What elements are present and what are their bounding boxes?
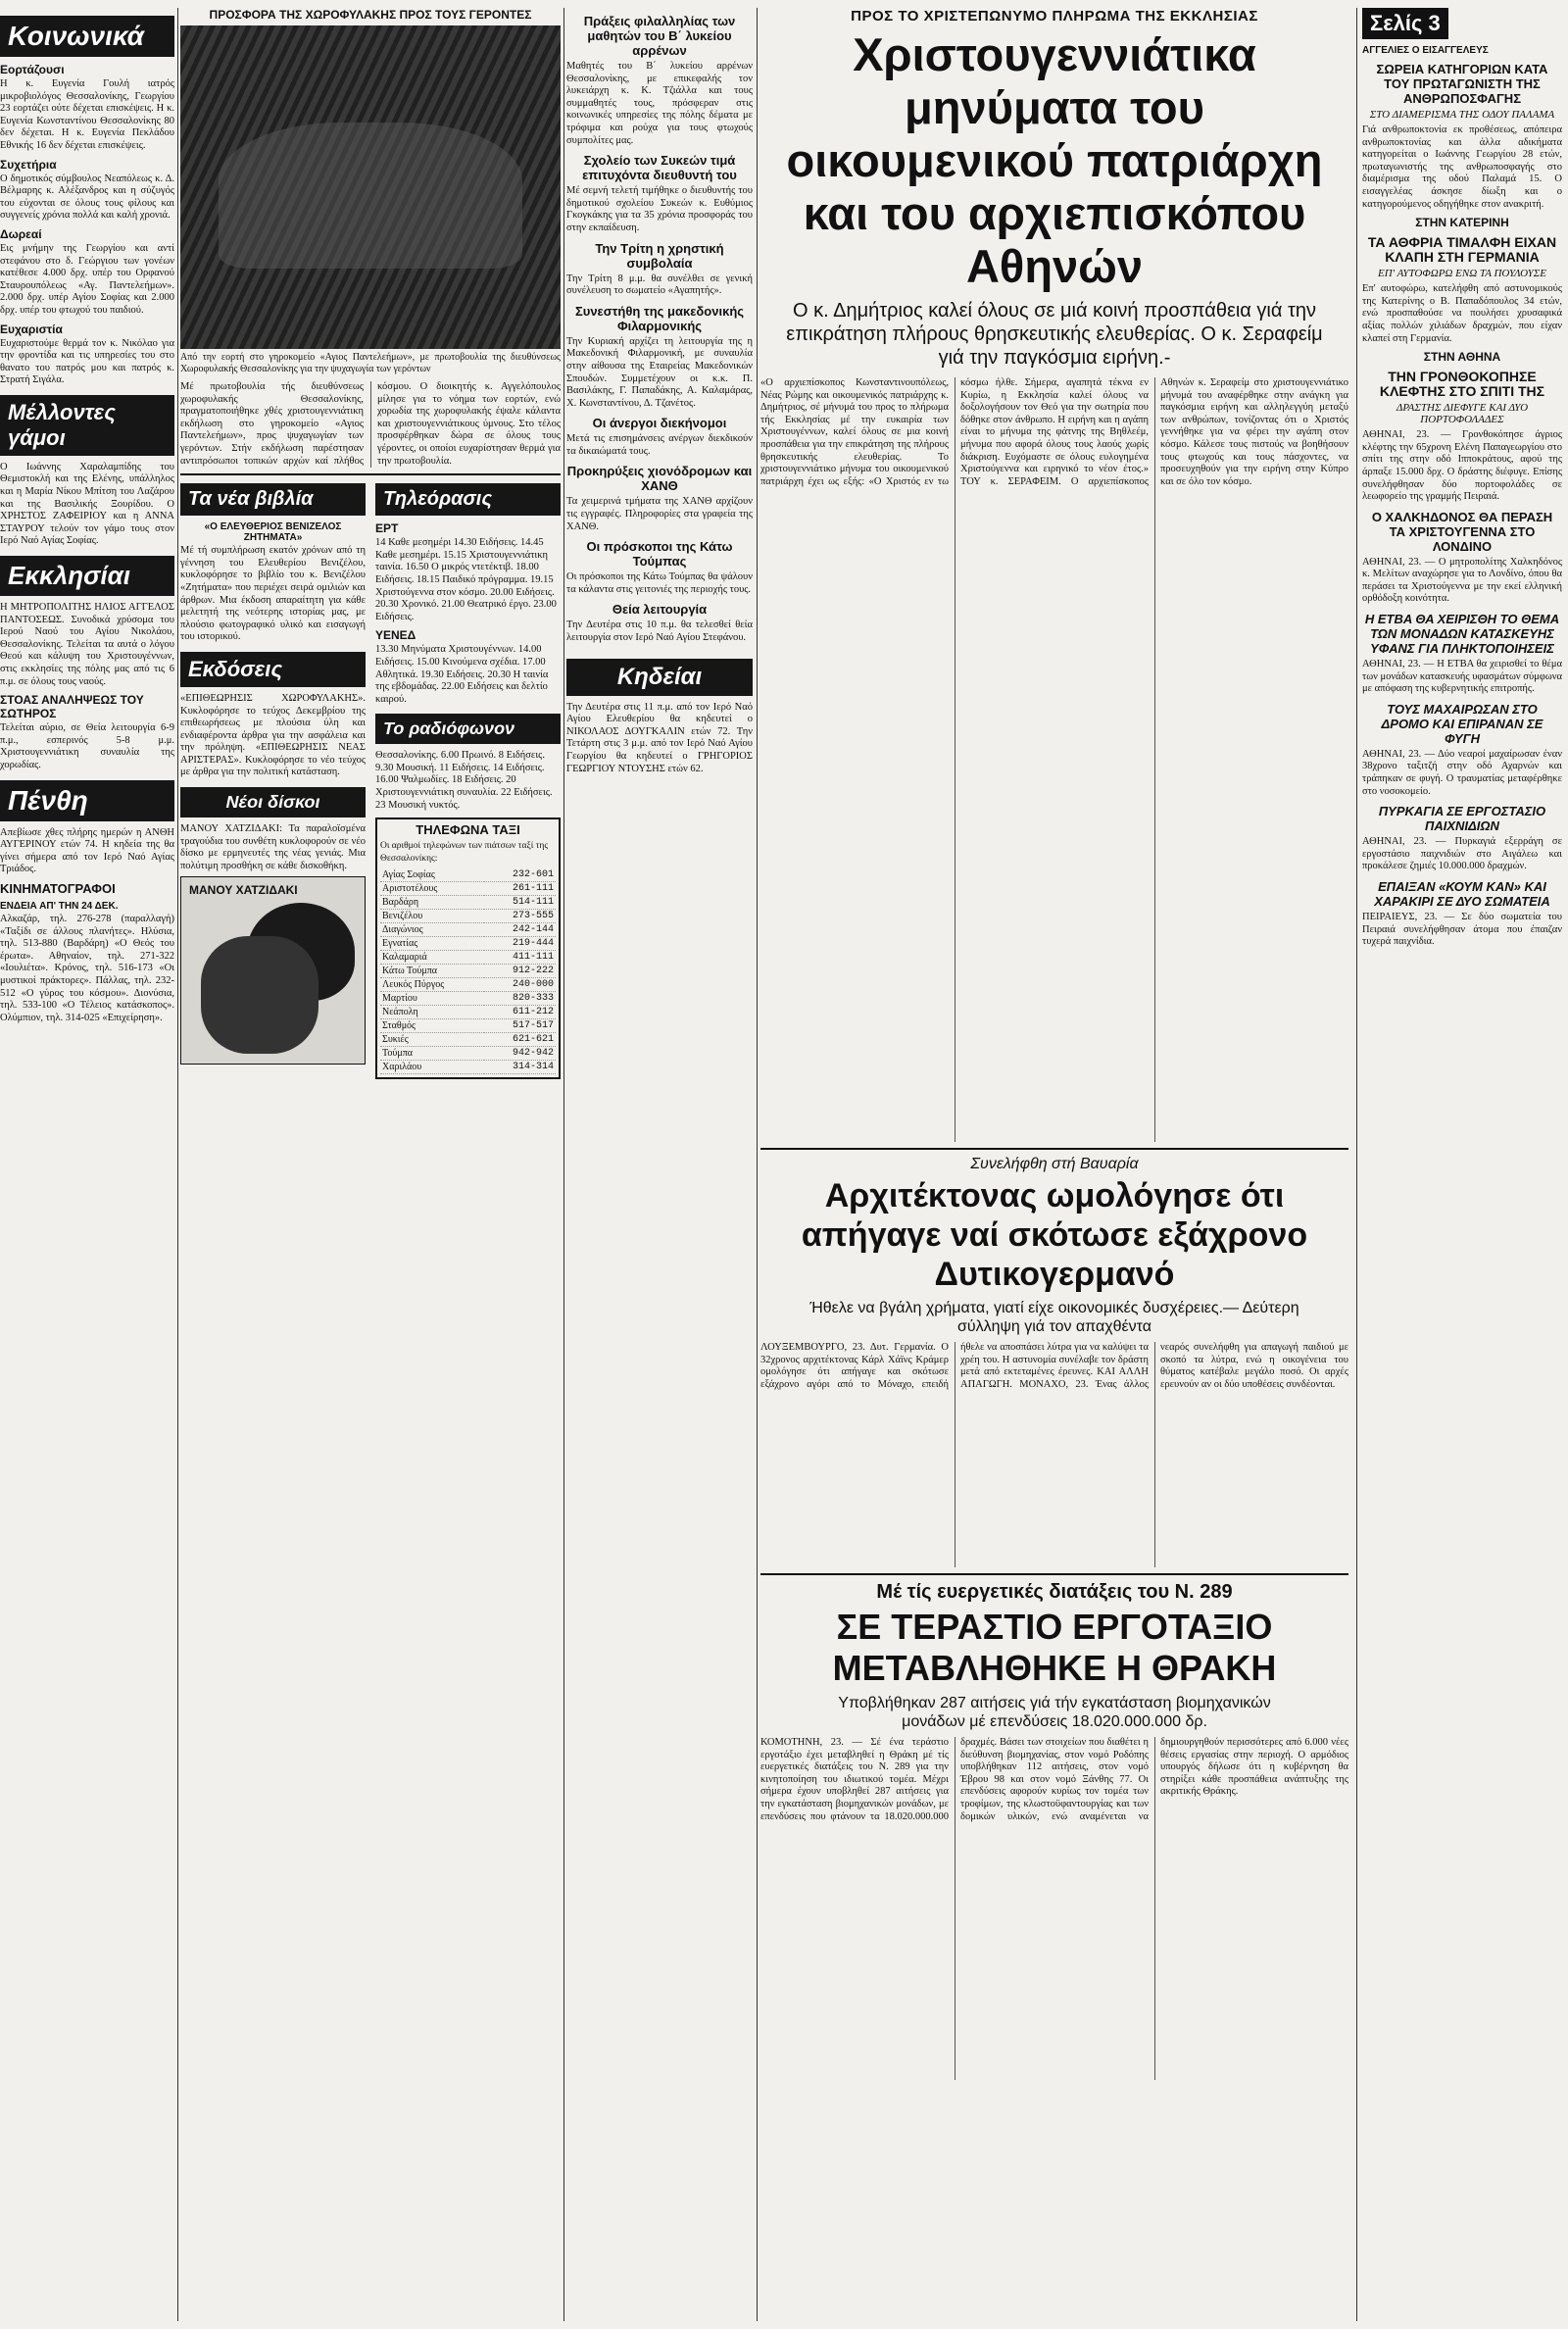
column-features <box>180 8 561 1079</box>
text-a8: ΠΕΙΡΑΙΕΥΣ, 23. — Σε δύο σωματεία του Πειραιά συνελήφθησαν άτομα που έπαιζαν τυχερά παιχνίδια. <box>1362 912 1562 948</box>
column-rule <box>757 8 758 2321</box>
kicker-thraki: Μέ τίς ευεργετικές διατάξεις του Ν. 289 <box>876 1581 1233 1603</box>
taxi-row <box>380 910 556 923</box>
taxi-stand-name: Βενιζέλου <box>380 910 484 923</box>
taxi-row <box>380 951 556 965</box>
text-a2: Επ' αυτοφώρω, κατελήφθη από αστυνομικούς της Κατερίνης ο Β. Παπαδόπουλος 34 ετών, ενώ προσπαθούσε να πουλήσει χρυσαφικά αξίας πολλών χιλιάδων δραχμών, που είχαν κλαπεί στη Γερμανία. <box>1362 283 1562 344</box>
text-schol3: Την Τρίτη 8 μ.μ. θα συνέλθει σε γενική συνέλευση το σωματείο «Αγαπητής». <box>566 273 753 297</box>
taxi-stand-phone: 273-555 <box>484 910 556 923</box>
text-ert: 14 Καθε μεσημέρι 14.30 Ειδήσεις. 14.45 Καθε μεσημέρι. 15.15 Χριστουγεννιάτικη ταινία. 16.50 Ο μικρός ντετέκτιβ. 18.00 Ειδήσεις. 18.15 Παιδικό πρόγραμμα. 19.15 Χριστούγεννα στον κόσμο. 20.00 Ειδήσεις. 20.30 Χρονικό. 21.00 Θεατρικό έργο. 23.00 Ειδήσεις. <box>375 537 557 622</box>
taxi-box <box>375 818 561 1079</box>
heading-a6: ΤΟΥΣ ΜΑΧΑΙΡΩΣΑΝ ΣΤΟ ΔΡΟΜΟ ΚΑΙ ΕΠΙΡΑΝΑΝ ΣΕ ΦΥΓΗ <box>1381 701 1544 746</box>
subheading-vivlia: «Ο ΕΛΕΥΘΕΡΙΟΣ ΒΕΝΙΖΕΛΟΣ ΖΗΤΗΜΑΤΑ» <box>204 521 342 544</box>
text-kinimatografoi: Αλκαζάρ, τηλ. 276-278 (παραλλαγή) «Ταξίδι σε άλλους πλανήτες». Ηλύσια, τηλ. 513-880 (Βαρδάρη) «Ο Θεός του έρωτα». Αθηναίον, τηλ. 271-322 «Ιουλιέτα». Κρόνος, τηλ. 516-173 «Οι μυστικοί πράκτορες». Πάλλας, τηλ. 232-512 «Ο γύρος του κόσμου». Διονύσια, τηλ. 533-100 «Ο Τέλειος κατάσκοπος». Ολύμπιον, τηλ. 314-025 «Επιχείρηση». <box>0 913 174 1023</box>
taxi-stand-phone: 411-111 <box>484 951 556 965</box>
taxi-row <box>380 1033 556 1047</box>
text-radio: Θεσσαλονίκης. 6.00 Πρωινό. 8 Ειδήσεις. 9.30 Μουσική. 11 Ειδήσεις. 14 Ειδήσεις. 16.00 Ψαλμωδίες. 18 Ειδήσεις. 20 Χριστουγεννιάτικη συναυλία. 22 Ειδήσεις. 23 Μουσική νυκτός. <box>375 750 553 811</box>
text-ekklisiai: Η ΜΗΤΡΟΠΟΛΙΤΗΣ ΗΛΙΟΣ ΑΓΓΕΛΟΣ ΠΑΝΤΟΣΕΩΣ. Συνοδικά χρύσομα του Ιερού Ναού του Αγίου Νικολάου, Θεσσαλονίκης. Τελείται τα αυτά ο λόγου Θεού και κάλυψη του Χριστουγέννων, στις εκκλησίες της πόλης μας από τις 6 π.μ. σε όλους τους ναούς. <box>0 602 174 687</box>
masthead <box>1362 8 1562 39</box>
taxi-stand-phone: 219-444 <box>484 937 556 951</box>
subheading-kinimatografoi: ΕΝΔΕΙΑ ΑΠ' ΤΗΝ 24 ΔΕΚ. <box>0 900 119 912</box>
deck-thraki: Υποβλήθηκαν 287 αιτήσεις γιά τήν εγκατάσταση βιομηχανικών μονάδων μέ επενδύσεις 18.020.000.000 δρ. <box>838 1695 1271 1730</box>
taxi-stand-name: Διαγώνιος <box>380 923 484 937</box>
heading-a2: ΤΑ ΑΘΦΡΙΑ ΤΙΜΑΛΦΗ ΕΙΧΑΝ ΚΛΑΠΗ ΣΤΗ ΓΕΡΜΑΝΙΑ <box>1367 234 1557 266</box>
taxi-row <box>380 1006 556 1019</box>
text-schol6: Τα χειμερινά τμήματα της ΧΑΝΘ αρχίζουν τις εγγραφές. Πληροφορίες στα γραφεία της ΧΑΝΘ. <box>566 496 753 532</box>
section-neoi-diskoi: Νέοι δίσκοι <box>180 787 366 818</box>
text-a1: Γιά ανθρωποκτονία εκ προθέσεως, απόπειρα ανθρωποκτονίας και άλλα αδικήματα κατηγορείται ο Ιωάννης Γεωργίου 28 ετών, πρωταγωνιστής της ανθρωποσφαγής στο διαμέρισμα της οδού Παλαμά 15. Ο εισαγγελέας άσκησε δίωξη και ο κατηγορούμενος οδηγήθηκε στον ανακριτή. <box>1362 124 1562 210</box>
section-radio: Το ραδιόφωνον <box>375 714 561 744</box>
heading-sychetiria: Συχετήρια <box>0 157 57 172</box>
heading-a1: ΣΩΡΕΙΑ ΚΑΤΗΓΟΡΙΩΝ ΚΑΤΑ ΤΟΥ ΠΡΩΤΑΓΩΝΙΣΤΗ ΤΗΣ ΑΝΘΡΩΠΟΣΦΑΓΗΣ <box>1376 62 1548 106</box>
deck-main: Ο κ. Δημήτριος καλεί όλους σε μιά κοινή προσπάθεια γιά την επικράτηση πλήρους θρησκευτικής ελευθερίας. Ο κ. Σεραφείμ γιά την παγκόσμια ειρήνη.- <box>786 300 1323 369</box>
headline-thraki: ΣΕ ΤΕΡΑΣΤΙΟ ΕΡΓΟΤΑΞΙΟ ΜΕΤΑΒΛΗΘΗΚΕ Η ΘΡΑΚΗ <box>832 1607 1277 1688</box>
row-books-tv <box>180 481 561 1079</box>
subheading-a3: ΔΡΑΣΤΗΣ ΔΙΕΦΥΓΕ ΚΑΙ ΔΥΟ ΠΟΡΤΟΦΟΛΑΔΕΣ <box>1396 402 1529 426</box>
heading-dorea: Δωρεαί <box>0 226 42 241</box>
location-a2: ΣΤΗΝ ΚΑΤΕΡΙΝΗ <box>1415 216 1509 230</box>
text-kideiai: Την Δευτέρα στις 11 π.μ. από τον Ιερό Ναό Αγίου Ελευθερίου θα κηδευτεί ο ΝΙΚΟΛΑΟΣ ΔΟΥΓΚΑΛΙΝ ετών 72. Την Τετάρτη στις 3 μ.μ. από τον Ιερό Ναό Αγίου Γεωργίου θα κηδευτεί ο ΓΡΗΓΟΡΙΟΣ ΓΕΩΡΓΙΟΥ ΝΤΟΥΣΗΣ ετών 62. <box>566 701 753 774</box>
column-main-news <box>760 8 1348 2084</box>
divider <box>760 1573 1348 1575</box>
block-tv <box>375 481 561 1079</box>
column-crime-news <box>1362 8 1562 953</box>
taxi-stand-name: Βαρδάρη <box>380 896 484 910</box>
photo-elderly-event <box>180 25 561 349</box>
section-ekdoseis: Εκδόσεις <box>180 652 366 687</box>
text-bavaria: ΛΟΥΞΕΜΒΟΥΡΓΟ, 23. Δυτ. Γερμανία. Ο 32χρονος αρχιτέκτονας Κάρλ Χάϊνς Κράμερ ομολόγησε ότι απήγαγε και σκότωσε εξάχρονο αγόρι από το Μόναχο, επειδή ήθελε να αποσπάσει λύτρα για να καλύψει τα χρέη του. Η αστυνομία συνέλαβε τον δράστη μετά από εκτεταμένες έρευνες. ΚΑΙ ΑΛΛΗ ΑΠΑΓΩΓΗ. ΜΟΝΑΧΟ, 23. Ένας άλλος νεαρός συνελήφθη για απαγωγή παιδιού με σκοπό τα λύτρα, ενώ η οικογένεια του θύματος κατέβαλε μεγάλο ποσό. Οι αρχές ερευνούν αν οι δύο υποθέσεις συνδέονται. <box>760 1342 1348 1390</box>
deck-bavaria: Ήθελε να βγάλη χρήματα, γιατί είχε οικονομικές δυσχέρειες.— Δεύτερη σύλληψη γιά τον απαχθέντα <box>809 1300 1299 1335</box>
taxi-stand-phone: 232-601 <box>484 868 556 882</box>
text-neoi-diskoi: ΜΑΝΟΥ ΧΑΤΖΙΔΑΚΙ: Τα παραλοϊσμένα τραγούδια του συνθέτη κυκλοφορούν σε νέο δίσκο με ερμηνευτές της νέας γενιάς. Μια πολύτιμη προσθήκη σε κάθε δισκοθήκη. <box>180 823 366 871</box>
heading-yened: ΥΕΝΕΔ <box>375 628 416 643</box>
photo-caption: Από την εορτή στο γηροκομείο «Αγιος Παντελεήμων», με πρωτοβουλία της διευθύνσεως Χωροφυλακής Θεσσαλονίκης για την ψυχαγωγία των γερόντων <box>180 352 561 374</box>
taxi-stand-name: Αριστοτέλους <box>380 882 484 896</box>
text-vivlia: Μέ τή συμπλήρωση εκατόν χρόνων από τη γέννηση του Ελευθερίου Βενιζέλου, κυκλοφόρησε το βιβλίο του κ. Βενιζέλου «Ζητήματα» που περιέχει σειρά ομιλιών και άρθρων. Μια έκδοση απαραίτητη για κάθε μελετητή της νεότερης ιστορίας μας, με πλούσιο φωτογραφικό υλικό και εισαγωγή του ιστορικού. <box>180 545 366 643</box>
column-social <box>0 8 174 1028</box>
heading-schol7: Οι πρόσκοποι της Κάτω Τούμπας <box>586 539 733 570</box>
text-dorea: Εις μνήμην της Γεωργίου και αντί στεφάνου στο δ. Γεώργιου των γονέων κατέθεσε 4.000 δρχ. υπέρ του Ορφανού Σταυρουπόλεως «Αγ. Παντελεήμων». 2.000 δρχ. υπέρ Αγίου Σοφίας και 2.000 δρχ. υπέρ του φτωχού του παιδιού. <box>0 242 174 316</box>
heading-a5: Η ΕΤΒΑ ΘΑ ΧΕΙΡΙΣΘΗ ΤΟ ΘΕΜΑ ΤΩΝ ΜΟΝΑΔΩΝ ΚΑΤΑΣΚΕΥΗΣ ΥΦΑΝΣ ΓΙΑ ΠΛΗΚΤΟΠΟΙΗΣΕΙΣ <box>1364 612 1560 657</box>
poster-title: ΜΑΝΟΥ ΧΑΤΖΙΔΑΚΙ <box>189 883 298 898</box>
text-schol7: Οι πρόσκοποι της Κάτω Τούμπας θα ψάλουν τα κάλαντα στις γειτονιές της περιοχής τους. <box>566 571 753 595</box>
taxi-stand-phone: 514-111 <box>484 896 556 910</box>
text-a5: ΑΘΗΝΑΙ, 23. — Η ΕΤΒΑ θα χειρισθεί το θέμα των μονάδων κατασκευής υφασμάτων σύμφωνα με απόφαση της κυβερνητικής επιτροπής. <box>1362 659 1562 695</box>
section-ekklisiai: Εκκλησίαι <box>0 556 174 596</box>
location-a3: ΣΤΗΝ ΑΘΗΝΑ <box>1423 350 1501 365</box>
heading-schol2: Σχολείο των Συκεών τιμά επιτυχόντα διευθυντή του <box>582 153 737 183</box>
text-ekdoseis: «ΕΠΙΘΕΩΡΗΣΙΣ ΧΩΡΟΦΥΛΑΚΗΣ». Κυκλοφόρησε το τεύχος Δεκεμβρίου της επιθεωρήσεως με πλούσια ύλη και ενδιαφέροντα άρθρα για την ασφάλεια και την πρόληψη. «ΕΠΙΘΕΩΡΗΣΙΣ ΝΕΑΣ ΑΡΙΣΤΕΡΑΣ». Κυκλοφόρησε το νέο τεύχος με άρθρα για την πολιτική κατάσταση. <box>180 692 366 778</box>
taxi-stand-name: Τούμπα <box>380 1047 484 1061</box>
taxi-stand-phone: 261-111 <box>484 882 556 896</box>
heading-a4: Ο ΧΑΛΚΗΔΟΝΟΣ ΘΑ ΠΕΡΑΣΗ ΤΑ ΧΡΙΣΤΟΥΓΕΝΝΑ ΣΤΟ ΛΟΝΔΙΝΟ <box>1371 509 1553 554</box>
column-rule <box>1356 8 1357 2321</box>
section-tileorasis: Τηλεόρασις <box>375 483 561 516</box>
heading-a3: ΤΗΝ ΓΡΟΝΘΟΚΟΠΗΣΕ ΚΛΕΦΤΗΣ ΣΤΟ ΣΠΙΤΙ ΤΗΣ <box>1379 369 1545 400</box>
taxi-stand-phone: 242-144 <box>484 923 556 937</box>
kicker-main: ΠΡΟΣ ΤΟ ΧΡΙΣΤΕΠΩΝΥΜΟ ΠΛΗΡΩΜΑ ΤΗΣ ΕΚΚΛΗΣΙΑΣ <box>851 8 1258 25</box>
taxi-stand-name: Συκιές <box>380 1033 484 1047</box>
text-main: «Ο αρχιεπίσκοπος Κωνσταντινουπόλεως, Νέας Ρώμης και οικουμενικός πατριάρχης κ. Δημήτριος, σέ μήνυμά του προς το πλήρωμα τής Εκκλησίας μέ την ευκαιρία των Χριστουγέννων, καλεί όλους σε μια κοινή προσπάθεια για την επικράτηση της πλήρους θρησκευτικής ελευθερίας. Το χριστουγεννιάτικο μήνυμα του οικουμενικού πατριάρχη έχει ως εξής: «Ο Χριστός εν τω κόσμω ήλθε. Σήμερα, αγαπητά τέκνα εν Κυρίω, η Εκκλησία καλεί όλους να δοξολογήσουν τον Θεό για την σωτηρία που δόθηκε στον άνθρωπο. Η ειρήνη και η αγάπη είναι το μήνυμα της φάτνης της Βηθλεέμ, μήνυμα που αφορά όλους τους λαούς χωρίς διάκριση. Ευχόμαστε σε όλους ευλογημένα Χριστούγεννα και ειρηνικό το νέον έτος.» ΤΟΥ κ. ΣΕΡΑΦΕΙΜ. Ο αρχιεπίσκοπος Αθηνών κ. Σεραφείμ στο χριστουγεννιάτικο μήνυμά του αναφέρθηκε στην ανάγκη για παγκόσμια ειρήνη και αλληλεγγύη μεταξύ των ανθρώπων, τονίζοντας ότι ο Χριστός γεννήθηκε για να φέρει την αγάπη στον κόσμο. Κάλεσε τους πιστούς να βοηθήσουν τους φτωχούς και τους πάσχοντες, να προσευχηθούν για την ειρήνη στην Κύπρο και σε όλο τον κόσμο. <box>760 377 1348 487</box>
text-yened: 13.30 Μηνύματα Χριστουγέννων. 14.00 Ειδήσεις. 15.00 Κινούμενα σχέδια. 17.00 Αθλητικά. 19.30 Ειδήσεις. 20.30 Η ταινία της εβδομάδας. 22.00 Ειδήσεις και δελτίο καιρού. <box>375 644 549 705</box>
heading-stoas: ΣΤΟΑΣ ΑΝΑΛΗΨΕΩΣ ΤΟΥ ΣΩΤΗΡΟΣ <box>0 693 144 721</box>
taxi-stand-phone: 621-621 <box>484 1033 556 1047</box>
heading-eortazoun: Εορτάζουσι <box>0 63 65 76</box>
text-gamoi: Ο Ιωάννης Χαραλαμπίδης του Θεμιστοκλή και της Ελένης, υπάλληλος και η Μαρία Νίκου Μπίτση του Λαζάρου και της Βασιλικής Ξουρίδου. Ο ΧΡΗΣΤΟΣ ΖΑΦΕΙΡΙΟΥ και η ΑΝΝΑ ΣΤΑΥΡΟΥ τελούν τον γάμο τους στον Ιερό Ναό Αγίας Σοφίας. <box>0 461 174 547</box>
kicker-bavaria: Συνελήφθη στή Βαυαρία <box>970 1156 1139 1172</box>
section-vivlia: Τα νέα βιβλία <box>180 483 366 516</box>
taxi-stand-name: Κάτω Τούμπα <box>380 965 484 978</box>
text-a4: ΑΘΗΝΑΙ, 23. — Ο μητροπολίτης Χαλκηδόνος κ. Μελίτων αναχώρησε για το Λονδίνο, όπου θα περάσει τα Χριστούγεννα με την εκεί ελληνική ορθόδοξη κοινότητα. <box>1362 556 1562 605</box>
text-eortazoun: Η κ. Ευγενία Γουλή ιατρός μικροβιολόγος Θεσσαλονίκης, Γεωργίου 23 εορτάζει ούτε δέχεται επισκέψεις. Η κ. Ευγενία Κωνσταντίνου Θεσσαλονίκης 80 δεν δέχεται. Η κ. Ευγενία Πεκλάδου Εθνικής 16 δεν δέχεται επισκέψεις. <box>0 78 174 151</box>
taxi-stand-name: Σταθμός <box>380 1019 484 1033</box>
text-a6: ΑΘΗΝΑΙ, 23. — Δύο νεαροί μαχαίρωσαν έναν 38χρονο ταξιτζή στην οδό Αχαρνών και τράπηκαν σε φυγή. Ο τραυματίας μεταφέρθηκε στο νοσοκομείο. <box>1362 748 1562 797</box>
taxi-stand-name: Καλαμαριά <box>380 951 484 965</box>
taxi-stand-name: Αγίας Σοφίας <box>380 868 484 882</box>
text-eucharistia: Ευχαριστούμε θερμά τον κ. Νικόλαο για την φροντίδα και τις υπηρεσίες του στο θανατο του πατρός μου και πατρός κ. Στρατή Σιγάλα. <box>0 337 174 386</box>
heading-schol8: Θεία λειτουργία <box>612 602 708 618</box>
text-penthi: Απεβίωσε χθες πλήρης ημερών η ΑΝΘΗ ΑΥΓΕΡΙΝΟΥ ετών 74. Η κηδεία της θα γίνει σήμερα από τον Ιερό Ναό Αγίας Τριάδος. <box>0 826 174 875</box>
taxi-stand-name: Νεάπολη <box>380 1006 484 1019</box>
text-elderly-event: Μέ πρωτοβουλία τής διευθύνσεως χωροφυλακής Θεσσαλονίκης, πραγματοποιήθηκε χθές χριστουγεννιάτικη εκδήλωση στο γηροκομείο «Αγιος Παντελεήμων», προς ψυχαγωγίαν των γερόντων. Στήν εκδήλωση παρέστησαν αντιπρόσωποι τοπικών αρχών καί πλήθος κόσμου. Ο διοικητής κ. Αγγελόπουλος μίλησε για το νόημα των εορτών, ενώ χορωδία της χωροφυλακής έψαλε κάλαντα και χριστουγεννιάτικους ύμνους. Στο τέλος προσφέρθηκαν δώρα σε όλους τους γέροντες, οι οποίοι ευχαρίστησαν θερμά για την πρωτοβουλία. <box>180 381 561 467</box>
headline-bavaria: Αρχιτέκτονας ωμολόγησε ότι απήγαγε ναί σκότωσε εξάχρονο Δυτικογερμανό <box>801 1177 1308 1293</box>
taxi-row <box>380 1019 556 1033</box>
taxi-table <box>380 868 556 1074</box>
heading-a8: ΕΠΑΙΞΑΝ «ΚΟΥΜ ΚΑΝ» ΚΑΙ ΧΑΡΑΚΙΡΙ ΣΕ ΔΥΟ ΣΩΜΑΤΕΙΑ <box>1374 879 1550 909</box>
taxi-row <box>380 937 556 951</box>
taxi-stand-phone: 517-517 <box>484 1019 556 1033</box>
heading-schol4: Συνεστήθη της μακεδονικής Φιλαρμονικής <box>574 303 745 333</box>
heading-kinimatografoi: ΚΙΝΗΜΑΤΟΓΡΑΦΟΙ <box>0 880 116 896</box>
taxi-row <box>380 1061 556 1074</box>
taxi-stand-phone: 611-212 <box>484 1006 556 1019</box>
taxi-stand-name: Εγνατίας <box>380 937 484 951</box>
column-rule <box>177 8 178 2321</box>
page-label: Σελίς 3 <box>1362 8 1448 39</box>
text-stoas: Τελείται αύριο, σε Θεία λειτουργία 6-9 π.μ., εσπερινός 5-8 μ.μ. Χριστουγεννιάτικη συναυλία της χορωδίας. <box>0 722 174 770</box>
subheading-a2: ΕΠ' ΑΥΤΟΦΩΡΩ ΕΝΩ ΤΑ ΠΟΥΛΟΥΣΕ <box>1378 268 1546 280</box>
taxi-row <box>380 978 556 992</box>
text-schol1: Μαθητές του Β΄ λυκείου αρρένων Θεσσαλονίκης, με επικεφαλής τον λυκειάρχη κ. Κ. Τζιάλλα και τους συμμαθητές τους, πρόσφεραν στις κοινωνικές υπηρεσίες της πόλης δέματα με τρόφιμα και ρούχα για τους φτωχούς συμπολίτες μας. <box>566 61 753 146</box>
divider <box>180 473 561 475</box>
taxi-stand-name: Λευκός Πύργος <box>380 978 484 992</box>
text-a7: ΑΘΗΝΑΙ, 23. — Πυρκαγιά εξερράγη σε εργοστάσιο παιχνιδιών στο Αιγάλεω και προκάλεσε ζημιές 10.000.000 δραχμών. <box>1362 836 1562 872</box>
text-schol2: Μέ σεμνή τελετή τιμήθηκε ο διευθυντής του δημοτικού σχολείου Συκεών κ. Ευθύμιος Γκογκάκης για τα 35 χρόνια προσφοράς του στην εκπαίδευση. <box>566 185 753 233</box>
heading-schol6: Προκηρύξεις χιονόδρομων και ΧΑΝΘ <box>566 464 753 494</box>
taxi-row <box>380 965 556 978</box>
taxi-row <box>380 1047 556 1061</box>
taxi-stand-phone: 912-222 <box>484 965 556 978</box>
heading-schol3: Την Τρίτη η χρηστική συμβολαία <box>595 240 724 271</box>
heading-taxi: ΤΗΛΕΦΩΝΑ ΤΑΞΙ <box>416 822 520 838</box>
text-schol4: Την Κυριακή αρχίζει τη λειτουργία της η Μακεδονική Φιλαρμονική, με συναυλία στην αίθουσα της Εταιρείας Μακεδονικών Σπουδών. Συμμετέχουν οι κ.κ. Π. Βασιλάκης, Γ. Παπαδάκης, Α. Καλαμάρας, Χ. Κωνσταντίνου, Δ. Τζανέτος. <box>566 335 753 409</box>
heading-a7: ΠΥΡΚΑΓΙΑ ΣΕ ΕΡΓΟΣΤΑΣΙΟ ΠΑΙΧΝΙΔΙΩΝ <box>1378 804 1546 834</box>
heading-eucharistia: Ευχαριστία <box>0 322 63 336</box>
label-angelies: ΑΓΓΕΛΙΕΣ Ο ΕΙΣΑΓΓΕΛΕΥΣ <box>1362 45 1489 56</box>
column-local-news <box>566 8 753 779</box>
section-kideiai: Κηδείαι <box>566 659 753 696</box>
taxi-row <box>380 868 556 882</box>
heading-schol5: Οι άνεργοι διεκήνομοι <box>592 416 727 431</box>
section-koinonika: Κοινωνικά <box>0 16 174 57</box>
text-taxi-intro: Οι αριθμοί τηλεφώνων των πιάτσων ταξί της Θεσσαλονίκης: <box>380 841 549 864</box>
taxi-stand-name: Χαριλάου <box>380 1061 484 1074</box>
heading-ert: ΕΡΤ <box>375 521 399 536</box>
record-poster-image <box>180 876 366 1065</box>
block-books <box>180 481 366 1079</box>
taxi-stand-phone: 820-333 <box>484 992 556 1006</box>
taxi-row <box>380 992 556 1006</box>
text-thraki: ΚΟΜΟΤΗΝΗ, 23. — Σέ ένα τεράστιο εργοτάξιο έχει μεταβληθεί η Θράκη μέ τίς ευεργετικές διατάξεις του Ν. 289 για την κινητοποίηση του ιδιωτικού τομέα. Μέχρι σήμερα έχουν υποβληθεί 287 αιτήσεις για την εγκατάσταση βιομηχανικών μονάδων, με επενδύσεις που φτάνουν τα 18.020.000.000 δραχμές. Βάσει των στοιχείων που διαθέτει η διεύθυνση βιομηχανίας, στον νομό Ροδόπης υποβλήθηκαν 112 αιτήσεις, στον νομό Έβρου 98 και στον νομό Ξάνθης 77. Οι επενδύσεις αφορούν κυρίως τον τομέα των τροφίμων, της κλωστοϋφαντουργίας και των δομικών υλικών, ενώ αναμένεται να δημιουργηθούν περισσότερες από 6.000 νέες θέσεις εργασίας στην περιοχή. Ο αρμόδιος υπουργός δήλωσε ότι η κυβέρνηση θα στηρίξει κάθε προσπάθεια ανάπτυξης της ακριτικής Θράκης. <box>760 1737 1348 1822</box>
section-gamoi: Μέλλοντες γάμοι <box>0 395 174 456</box>
headline-main: Χριστουγεννιάτικα μηνύματα του οικουμενικού πατριάρχη και του αρχιεπισκόπου Αθηνών <box>786 28 1323 292</box>
photo-title: ΠΡΟΣΦΟΡΑ ΤΗΣ ΧΩΡΟΦΥΛΑΚΗΣ ΠΡΟΣ ΤΟΥΣ ΓΕΡΟΝΤΕΣ <box>209 8 532 22</box>
taxi-stand-phone: 942-942 <box>484 1047 556 1061</box>
taxi-stand-name: Μαρτίου <box>380 992 484 1006</box>
taxi-stand-phone: 314-314 <box>484 1061 556 1074</box>
taxi-row <box>380 882 556 896</box>
text-schol8: Την Δευτέρα στις 10 π.μ. θα τελεσθεί θεία λειτουργία στον Ιερό Ναό Αγίου Στεφάνου. <box>566 619 753 644</box>
taxi-row <box>380 896 556 910</box>
taxi-stand-phone: 240-000 <box>484 978 556 992</box>
text-sychetiria: Ο δημοτικός σύμβουλος Νεαπόλεως κ. Δ. Βέλμαρης κ. Αλέξανδρος και η σύζυγός του εύχονται σε όλους τους φίλους και συγγενείς χρόνια πολλά και καλή χρονιά. <box>0 173 174 222</box>
section-penthi: Πένθη <box>0 780 174 821</box>
heading-schol1: Πράξεις φιλαλληλίας των μαθητών του Β΄ λυκείου αρρένων <box>583 14 736 58</box>
text-schol5: Μετά τις επισημάνσεις ανέργων διεκδικούν τα δικαιώματά τους. <box>566 433 753 457</box>
divider <box>760 1148 1348 1150</box>
taxi-row <box>380 923 556 937</box>
subheading-a1: ΣΤΟ ΔΙΑΜΕΡΙΣΜΑ ΤΗΣ ΟΔΟΥ ΠΑΛΑΜΑ <box>1369 109 1555 121</box>
text-a3: ΑΘΗΝΑΙ, 23. — Γρονθοκόπησε άγριος κλέφτης την 65χρονη Ελένη Παπαγεωργίου στο σπίτι της στην οδό Ιπποκράτους, αφού της άρπαξε 15.000 δρχ. Ο δράστης διέφυγε. Επίσης συνελήφθησαν δύο πορτοφολάδες σε λεωφορείο της γραμμής Πειραιά. <box>1362 429 1562 503</box>
